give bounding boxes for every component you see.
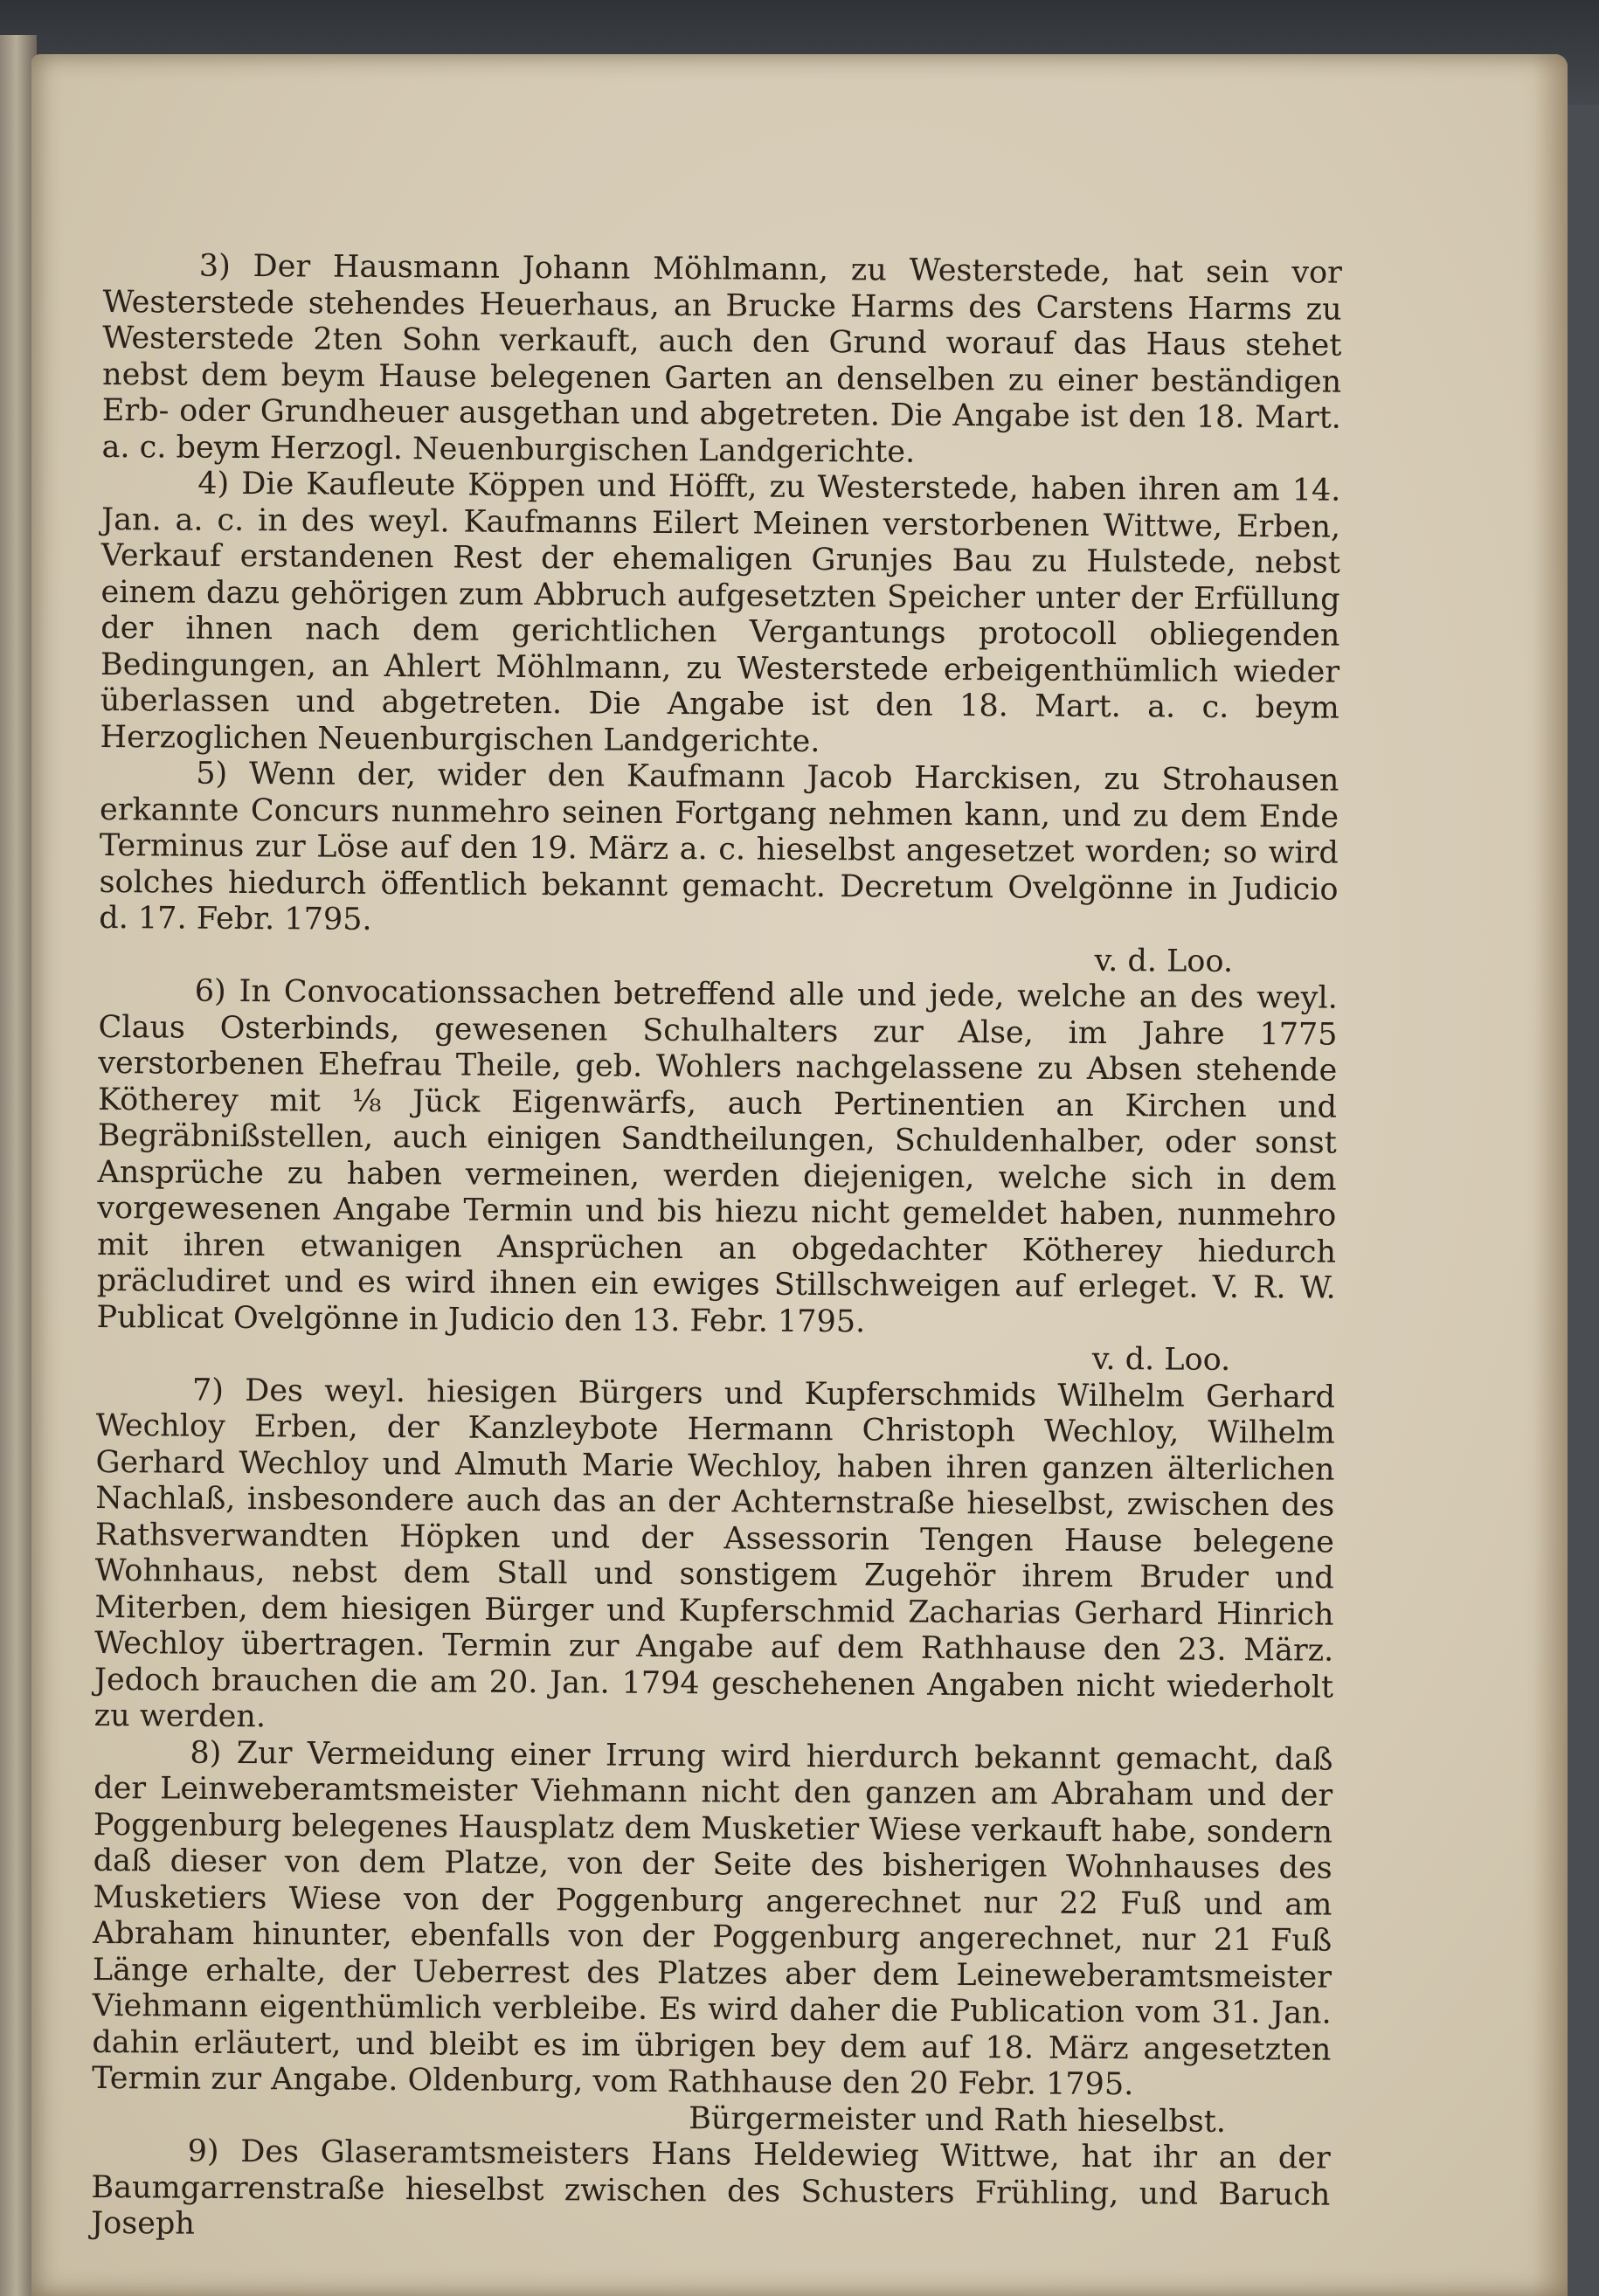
notice-entry-4 (100, 466, 1340, 764)
notice-entry-6 (96, 973, 1338, 1380)
entry-signature: v. d. Loo. (1094, 943, 1234, 979)
document-page (31, 54, 1568, 2296)
notice-entry-3 (101, 248, 1341, 474)
entry-signature: Bürgermeister und Rath hieselbst. (689, 2100, 1227, 2140)
entry-text: 5) Wenn der, wider den Kaufmann Jacob Harckisen, zu Strohausen erkannte Concurs nunmehro seinen Fortgang nehmen kann, und zu dem Ende Terminus zur Löse auf den 19. März a. c. hieselbst angesetzet worden; so wird solches hiedurch öffentlich bekannt gemacht. Decretum Ovelgönne in Judicio d. 17. Febr. 1795. (99, 756, 1339, 937)
notice-entry-5 (99, 756, 1339, 981)
entry-signature: v. d. Loo. (1091, 1341, 1231, 1378)
notice-entry-7 (94, 1372, 1336, 1742)
page-right-edge (1533, 54, 1568, 2296)
notice-entry-9 (91, 2133, 1331, 2250)
entry-text: 8) Zur Vermeidung einer Irrung wird hierdurch bekannt gemacht, daß der Leinweberamtsmeister Viehmann nicht den ganzen am Abraham und der Poggenburg belegenes Hausplatz dem Musketier Wiese verkauft habe, sondern daß dieser von dem Platze, von der Seite des bisherigen Wohnhauses des Musketiers Wiese von der Poggenburg angerechnet nur 22 Fuß und am Abraham hinunter, ebenfalls von der Poggenburg angerechnet, nur 21 Fuß Länge erhalte, der Ueberrest des Platzes aber dem Leineweberamtsmeister Viehmann eigenthümlich verbleibe. Es wird daher die Publication vom 31. Jan. dahin erläutert, und bleibt es im übrigen bey dem auf 18. März angesetzten Termin zur Angabe. Oldenburg, vom Rathhause den 20 Febr. 1795. (92, 1735, 1333, 2103)
entry-text: 7) Des weyl. hiesigen Bürgers und Kupferschmids Wilhelm Gerhard Wechloy Erben, der Kanzleybote Hermann Christoph Wechloy, Wilhelm Gerhard Wechloy und Almuth Marie Wechloy, haben ihren ganzen älterlichen Nachlaß, insbesondere auch das an der Achternstraße hieselbst, zwischen des Rathsverwandten Höpken und der Assessorin Tengen Hause belegene Wohnhaus, nebst dem Stall und sonstigem Zugehör ihrem Bruder und Miterben, dem hiesigen Bürger und Kupferschmid Zacharias Gerhard Hinrich Wechloy übertragen. Termin zur Angabe auf dem Rathhause den 23. März. Jedoch brauchen die am 20. Jan. 1794 geschehenen Angaben nicht wiederholt zu werden. (93, 1373, 1336, 1735)
notice-entry-8 (92, 1734, 1333, 2140)
entry-text: 6) In Convocationssachen betreffend alle und jede, welche an des weyl. Claus Osterbinds, gewesenen Schulhalters zur Alse, im Jahre 1775 verstorbenen Ehefrau Theile, geb. Wohlers nachgelassene zu Absen stehende Kötherey mit ⅛ Jück Eigenwärfs, auch Pertinentien an Kirchen und Begräbnißstellen, auch einigen Sandtheilungen, Schuldenhalber, oder sonst Ansprüche zu haben vermeinen, werden diejenigen, welche sich in dem vorgewesenen Angabe Termin und bis hiezu nicht gemeldet haben, nunmehro mit ihren etwanigen Ansprüchen an obgedachter Kötherey hiedurch präcludiret und es wird ihnen ein ewiges Stillschweigen auf erleget. V. R. W. Publicat Ovelgönne in Judicio den 13. Febr. 1795. (96, 973, 1338, 1339)
notice-column (91, 248, 1342, 2250)
entry-text: 4) Die Kaufleute Köppen und Höfft, zu Westerstede, haben ihren am 14. Jan. a. c. in des weyl. Kaufmanns Eilert Meinen verstorbenen Wittwe, Erben, Verkauf erstandenen Rest der ehemaligen Grunjes Bau zu Hulstede, nebst einem dazu gehörigen zum Abbruch aufgesetzten Speicher unter der Erfüllung der ihnen nach dem gerichtlichen Vergantungs protocoll obliegenden Bedingungen, an Ahlert Möhlmann, zu Westerstede erbeigenthümlich wieder überlassen und abgetreten. Die Angabe ist den 18. Mart. a. c. beym Herzoglichen Neuenburgischen Landgerichte. (100, 466, 1341, 759)
entry-text: 3) Der Hausmann Johann Möhlmann, zu Westerstede, hat sein vor Westerstede stehendes Heuerhaus, an Brucke Harms des Carstens Harms zu Westerstede 2ten Sohn verkauft, auch den Grund worauf das Haus stehet nebst dem beym Hause belegenen Garten an denselben zu einer beständigen Erb- oder Grundheuer ausgethan und abgetreten. Die Angabe ist den 18. Mart. a. c. beym Herzogl. Neuenburgischen Landgerichte. (101, 248, 1342, 470)
entry-text: 9) Des Glaseramtsmeisters Hans Heldewieg Wittwe, hat ihr an der Baumgarrenstraße hieselbst zwischen des Schusters Frühling, und Baruch Joseph (91, 2133, 1331, 2242)
